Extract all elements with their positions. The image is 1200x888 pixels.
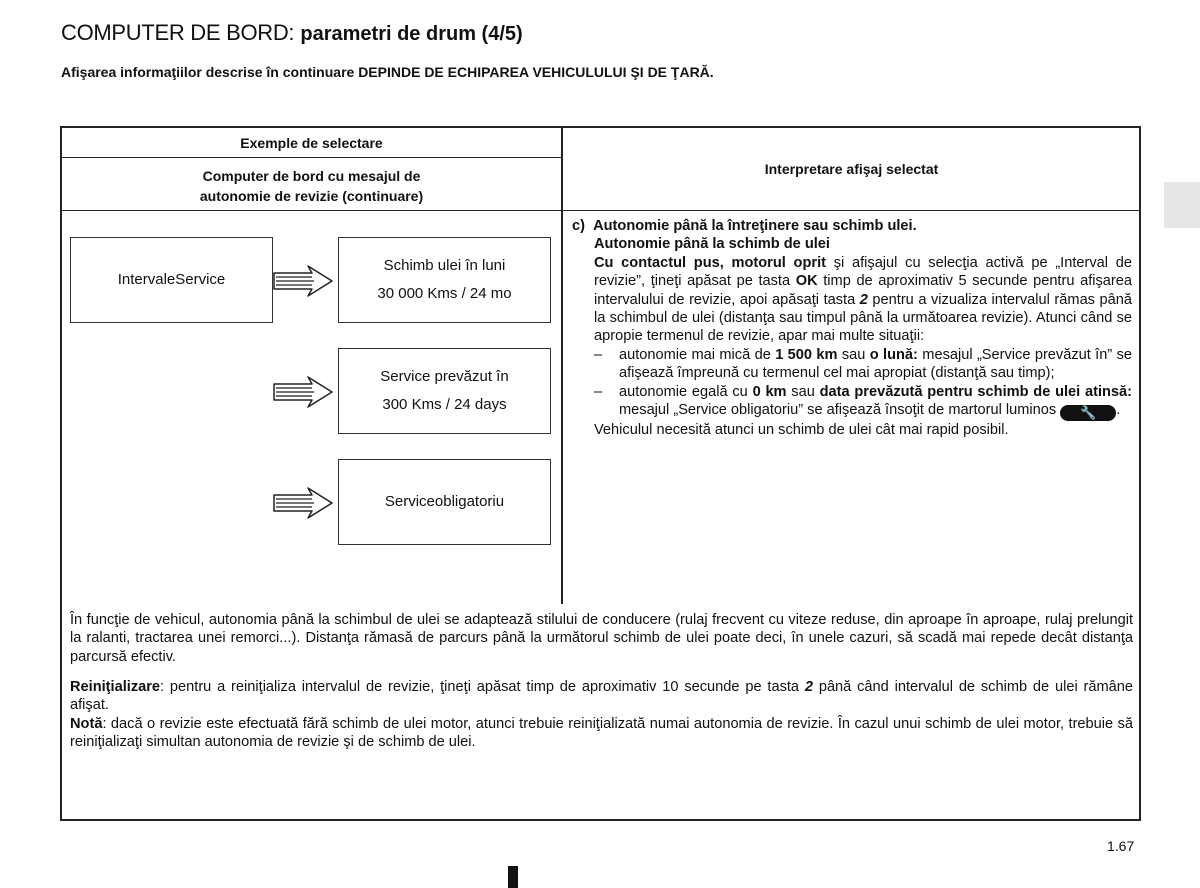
instruction-paragraph [572, 254, 1132, 346]
closing-sentence: Vehiculul necesită atunci un schimb de ulei cât mai rapid posibil. [594, 422, 1009, 439]
screen-start [70, 237, 273, 323]
header-divider-left [61, 157, 562, 158]
screen-service-mandatory [338, 459, 551, 545]
bold-key-2: 2 [859, 291, 868, 308]
heading-2: Autonomie până la schimb de ulei [594, 236, 830, 253]
screen-oil-change [338, 237, 551, 323]
page-title [61, 20, 523, 46]
arrow-right-icon [272, 486, 334, 520]
text: mesajul „Service obligatoriu” se afişează însoţit de martorul luminos [619, 402, 1061, 419]
page-title-sub: parametri de drum (4/5) [300, 23, 523, 45]
text: sau [837, 346, 870, 363]
wrench-warning-icon: 🔧 [1060, 405, 1116, 421]
bullet-item [572, 346, 1132, 383]
screen-oil-change-line1: Schimb ulei în luni [383, 257, 506, 274]
note-remark-paragraph [70, 715, 1133, 752]
bold: 0 km [752, 383, 787, 400]
bold-ignition: Cu contactul pus, motorul oprit [594, 254, 826, 271]
text: mesajul „Service prevăzut în” se afişează împreună cu termenul cel mai apropiat (distanţă sau timp); [619, 346, 1132, 382]
dash-marker: – [594, 346, 603, 363]
bullet-item [572, 383, 1132, 421]
interpretation-heading [572, 217, 1132, 235]
bold-key-2: 2 [804, 679, 813, 695]
item-label: c) [572, 218, 585, 234]
note-label: Notă [70, 716, 103, 732]
text: pentru a vizualiza intervalul rămas până la schimbul de ulei (distanţa sau timpul până la următoarea revizie). Atunci când se apropie termenul de revizie, apar mai multe situaţii: [594, 291, 1132, 345]
screen-service-mandatory-label: Serviceobligatoriu [384, 493, 505, 510]
page-subtitle: Afişarea informaţiilor descrise în continuare DEPINDE DE ECHIPAREA VEHICULULUI ŞI DE ŢARĂ. [61, 64, 714, 80]
col1-header: Exemple de selectare [240, 135, 383, 151]
text: autonomie mai mică de [619, 346, 776, 363]
bullet-text [619, 383, 1132, 421]
arrow-right-icon [272, 264, 334, 298]
header-divider-full [61, 210, 1140, 211]
arrow-right-icon [272, 375, 334, 409]
text: până când intervalul de schimb de ulei rămâne afişat. [70, 679, 1134, 714]
col1-subheader-line2: autonomie de revizie (continuare) [199, 188, 424, 204]
print-mark [508, 866, 518, 888]
note-adaptive-paragraph: În funcţie de vehicul, autonomia până la schimbul de ulei se adaptează stilului de conducere (rulaj frecvent cu viteze reduse, din aproape în aproape, rulaj prelungit la ralanti, tractarea unei remorci...). Distanţa rămasă de parcurs până la următorul schimb de ulei poate deci, în unele cazuri, să scadă mai repede decât distanţa parcursă efectiv. [70, 612, 1133, 665]
column-divider [561, 126, 563, 604]
bold: o lună: [869, 346, 918, 363]
col1-subheader-line1: Computer de bord cu mesajul de [202, 168, 421, 184]
note-reset-paragraph [70, 678, 1133, 715]
heading-1: Autonomie până la întreţinere sau schimb ulei. [593, 218, 917, 234]
text: autonomie egală cu [619, 383, 753, 400]
interpretation-text [572, 217, 1132, 439]
text: : pentru a reiniţializa intervalul de revizie, ţineţi apăsat timp de aproximativ 10 secunde pe tasta [160, 679, 805, 695]
bold: 1 500 km [775, 346, 838, 363]
text: timp de aproximativ 5 secunde pentru afişarea intervalului de revizie, apoi apăsaţi tasta [594, 273, 1133, 308]
screen-service-due [338, 348, 551, 434]
screen-start-label: IntervaleService [117, 271, 226, 288]
page-number: 1.67 [1107, 838, 1135, 854]
bullet-text [619, 346, 1132, 383]
col2-header: Interpretare afişaj selectat [764, 161, 939, 177]
bold: data prevăzută pentru schimb de ulei atinsă: [819, 383, 1133, 400]
page-title-main: COMPUTER DE BORD: [61, 20, 295, 45]
text: . [1116, 402, 1121, 419]
dash-marker: – [594, 383, 603, 400]
col1-subheader [62, 166, 561, 206]
heading-2-row [572, 235, 1132, 253]
screen-oil-change-line2: 30 000 Kms / 24 mo [377, 285, 512, 302]
bold-ok-key: OK [795, 273, 818, 290]
screen-service-due-line1: Service prevăzut în [380, 368, 509, 385]
text: : dacă o revizie este efectuată fără schimb de ulei motor, atunci trebuie reiniţializată numai autonomia de revizie. În cazul unui schimb de ulei motor, trebuie să reiniţializaţi simultan autonomia de revizie şi de schimb de ulei. [70, 716, 1133, 751]
text: sau [786, 383, 820, 400]
text: şi afişajul cu selecţia activă pe „Interval de revizie”, ţineţi apăsat pe tasta [594, 254, 1132, 290]
screen-service-due-line2: 300 Kms / 24 days [382, 396, 507, 413]
reset-label: Reiniţializare [70, 679, 161, 695]
side-tab-marker [1164, 182, 1200, 228]
